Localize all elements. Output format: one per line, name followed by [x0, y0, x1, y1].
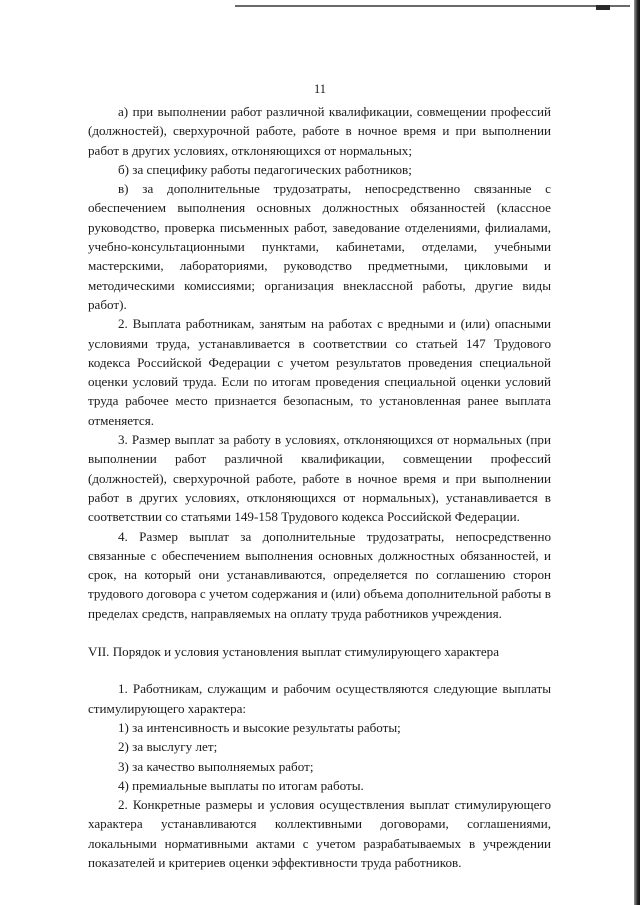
paragraph-item-b: б) за специфику работы педагогических работников;: [118, 161, 412, 177]
list-item-3: 3) за качество выполняемых работ;: [118, 758, 314, 774]
list-item-1: 1) за интенсивность и высокие результаты работы;: [118, 719, 401, 735]
scan-edge-right: [634, 0, 640, 905]
paragraph-item-c: в) за дополнительные трудозатраты, непосредственно связанные с обеспечением выполнения основных должностных обязанностей (классное руководство, проверка письменных работ, заведование отделениями, филиалами, учебно-консультационными пунктами, кабинетами, отделами, учебными мастерскими, лабораториями, руководство предметными, цикловыми и методическими комиссиями; организация внеклассной работы, другие виды работ).: [88, 181, 551, 312]
list-item-4: 4) премиальные выплаты по итогам работы.: [118, 777, 364, 793]
scan-artifact: [596, 5, 610, 10]
page-number: 11: [313, 82, 327, 96]
list-item-2: 2) за выслугу лет;: [118, 739, 218, 755]
section-heading: VII. Порядок и условия установления выплат стимулирующего характера: [88, 644, 500, 660]
paragraph-clause-2: 2. Выплата работникам, занятым на работах с вредными и (или) опасными условиями труда, устанавливается в соответствии со статьей 147 Трудового кодекса Российской Федерации с учетом результатов проведения специальной оценки условий труда. Если по итогам проведения специальной оценки условий труда рабочее место признается безопасным, то установленная ранее выплата отменяется.: [88, 316, 551, 428]
paragraph-item-a: а) при выполнении работ различной квалификации, совмещении профессий (должностей), сверхурочной работе, работе в ночное время и при выполнении работ в других условиях, отклоняющихся от нормальных;: [88, 104, 551, 158]
paragraph-clause-3: 3. Размер выплат за работу в условиях, отклоняющихся от нормальных (при выполнении работ различной квалификации, совмещении профессий (должностей), сверхурочной работе, работе в ночное время и при выполнении работ в других условиях, отклоняющихся от нормальных), устанавливается в соответствии со статьями 149-158 Трудового кодекса Российской Федерации.: [88, 432, 551, 525]
paragraph-clause-4: 4. Размер выплат за дополнительные трудозатраты, непосредственно связанные с обеспечением выполнения основных должностных обязанностей, и срок, на который они устанавливаются, определяется по соглашению сторон трудового договора с учетом содержания и (или) объема дополнительной работы в пределах средств, направляемых на оплату труда работников учреждения.: [88, 528, 551, 621]
paragraph-section7-clause-1: 1. Работникам, служащим и рабочим осуществляются следующие выплаты стимулирующего характера:: [88, 681, 551, 716]
scan-edge-top: [235, 5, 630, 7]
paragraph-section7-clause-2: 2. Конкретные размеры и условия осуществления выплат стимулирующего характера устанавливаются коллективными договорами, соглашениями, локальными нормативными актами с учетом разрабатываемых в учреждении показателей и критериев оценки эффективности труда работников.: [88, 797, 551, 870]
document-body: [88, 102, 551, 872]
